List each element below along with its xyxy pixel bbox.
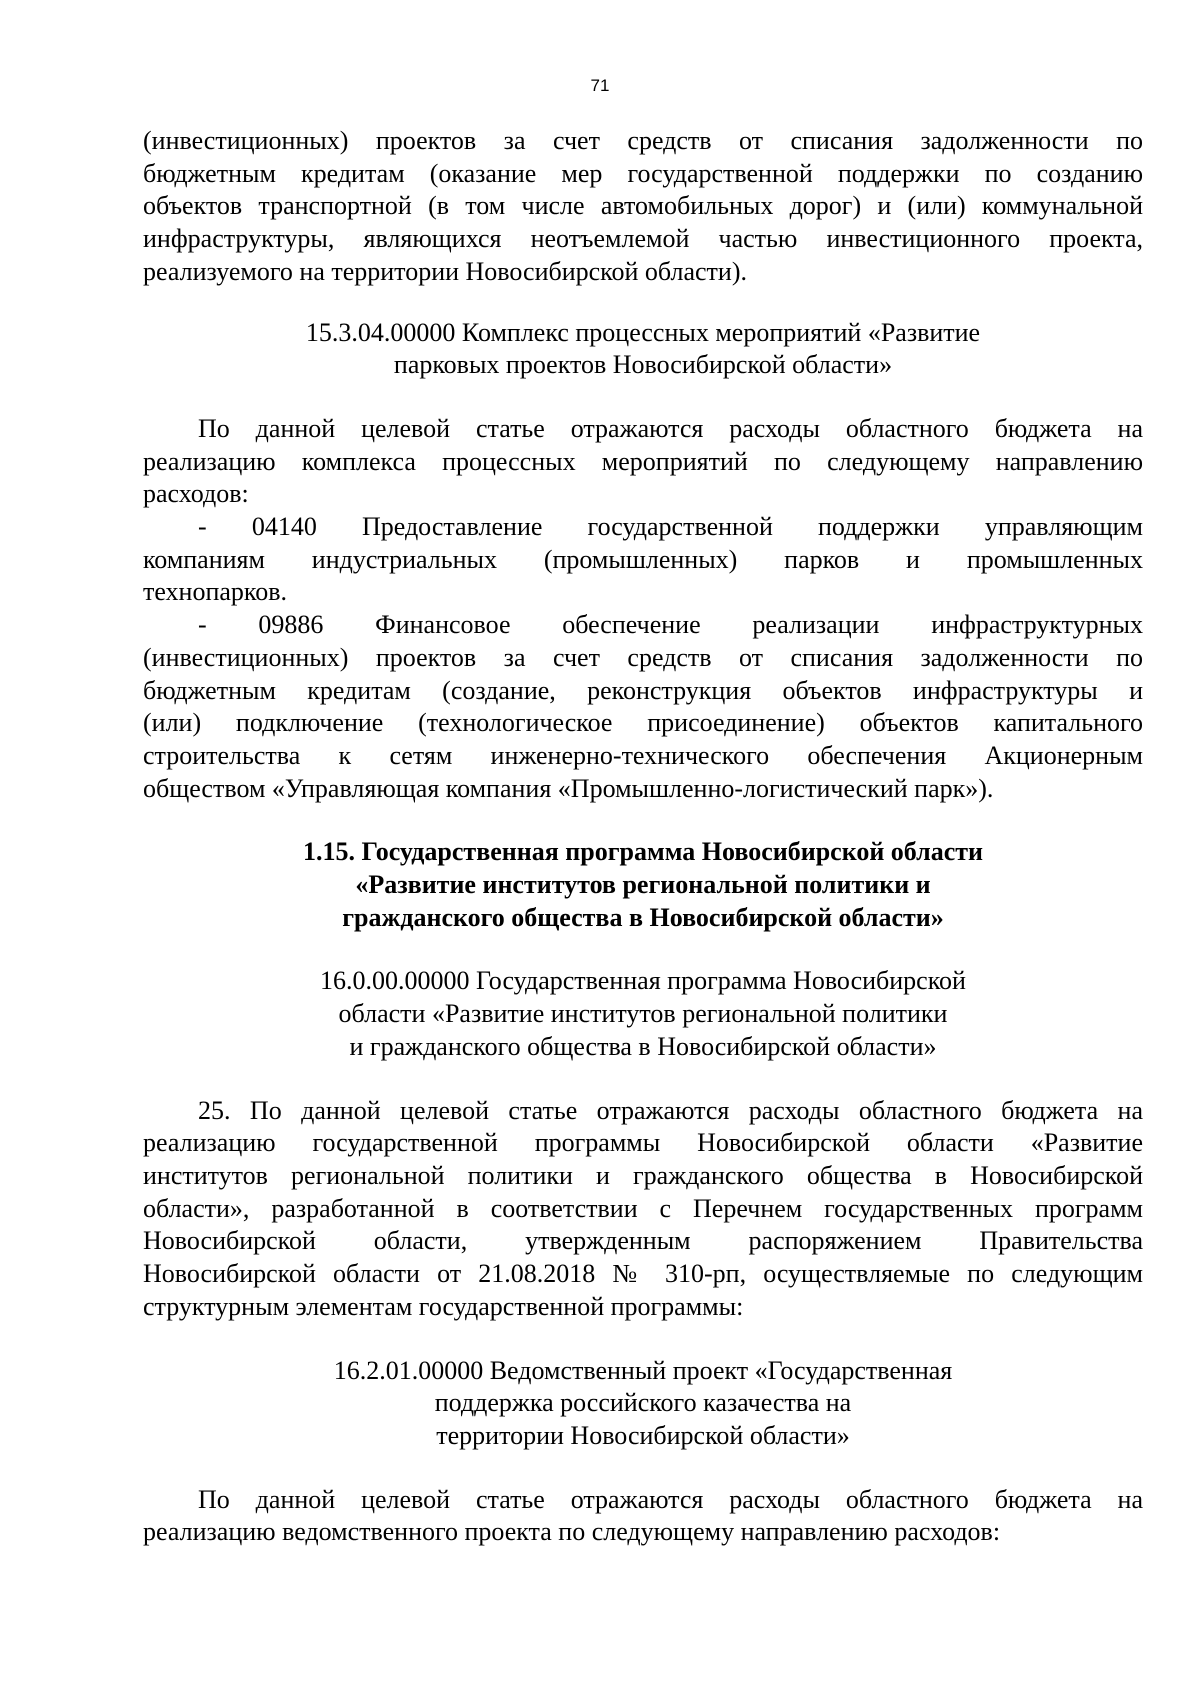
heading-line: 16.0.00.00000 Государственная программа Новосибирской (320, 966, 966, 996)
section-heading-15-3-04 (143, 317, 1143, 382)
text-line: расходов: (143, 479, 249, 509)
heading-line: поддержка российского казачества на (434, 1388, 852, 1418)
text-line: объектов транспортной (в том числе автомобильных дорог) и (или) коммунальной (143, 191, 1143, 221)
heading-line: территории Новосибирской области» (436, 1420, 850, 1450)
chapter-heading-1-15 (143, 836, 1143, 934)
text-line: реализацию государственной программы Новосибирской области «Развитие (143, 1128, 1143, 1158)
heading-line: 15.3.04.00000 Комплекс процессных мероприятий «Развитие (305, 317, 981, 347)
paragraph-target-article (143, 413, 1143, 511)
text-line: технопарков. (143, 577, 288, 607)
text-line: структурным элементам государственной программы: (143, 1291, 744, 1321)
text-line: области», разработанной в соответствии с Перечнем государственных программ (143, 1193, 1143, 1223)
document-body (143, 125, 1143, 1549)
text-line: реализуемого на территории Новосибирской области). (143, 256, 747, 286)
paragraph-continued (143, 125, 1143, 289)
text-line: компаниям индустриальных (промышленных) парков и промышленных (143, 544, 1143, 574)
heading-line: парковых проектов Новосибирской области» (393, 350, 893, 380)
page-number: 71 (590, 76, 610, 95)
paragraph-departmental-project (143, 1484, 1143, 1549)
text-line: По данной целевой статье отражаются расходы областного бюджета на (198, 413, 1143, 443)
text-line: бюджетным кредитам (создание, реконструкция объектов инфраструктуры и (143, 675, 1143, 705)
text-line: реализацию ведомственного проекта по следующему направлению расходов: (143, 1517, 1001, 1547)
heading-line: 1.15. Государственная программа Новосибирской области (302, 837, 984, 867)
text-line: инфраструктуры, являющихся неотъемлемой частью инвестиционного проекта, (143, 224, 1143, 254)
text-line: (инвестиционных) проектов за счет средств от списания задолженности по (143, 126, 1143, 155)
text-line: бюджетным кредитам (оказание мер государственной поддержки по созданию (143, 158, 1143, 188)
text-line: - 09886 Финансовое обеспечение реализации инфраструктурных (198, 610, 1143, 640)
text-line: реализацию комплекса процессных мероприятий по следующему направлению (143, 446, 1143, 476)
text-line: По данной целевой статье отражаются расходы областного бюджета на (198, 1484, 1143, 1514)
text-line: - 04140 Предоставление государственной поддержки управляющим (198, 512, 1143, 542)
list-item-09886 (143, 609, 1143, 805)
heading-line: и гражданского общества в Новосибирской области» (349, 1031, 937, 1061)
text-line: Новосибирской области от 21.08.2018 № 310-рп, осуществляемые по следующим (143, 1259, 1143, 1289)
section-heading-16-0-00 (143, 965, 1143, 1063)
text-line: институтов региональной политики и гражданского общества в Новосибирской (143, 1160, 1143, 1190)
heading-line: «Развитие институтов региональной политики и (355, 870, 931, 900)
section-heading-16-2-01 (143, 1355, 1143, 1453)
heading-line: 16.2.01.00000 Ведомственный проект «Государственная (333, 1355, 953, 1385)
heading-line: области «Развитие институтов региональной политики (338, 999, 948, 1029)
list-item-04140 (143, 511, 1143, 609)
text-line: (инвестиционных) проектов за счет средств от списания задолженности по (143, 642, 1143, 672)
text-line: 25. По данной целевой статье отражаются расходы областного бюджета на (198, 1095, 1143, 1125)
text-line: Новосибирской области, утвержденным распоряжением Правительства (143, 1226, 1143, 1256)
text-line: строительства к сетям инженерно-технического обеспечения Акционерным (143, 740, 1143, 770)
text-line: (или) подключение (технологическое присоединение) объектов капитального (143, 708, 1143, 738)
text-line: обществом «Управляющая компания «Промышленно-логистический парк»). (143, 773, 994, 803)
paragraph-25 (143, 1095, 1143, 1324)
heading-line: гражданского общества в Новосибирской области» (342, 902, 944, 932)
